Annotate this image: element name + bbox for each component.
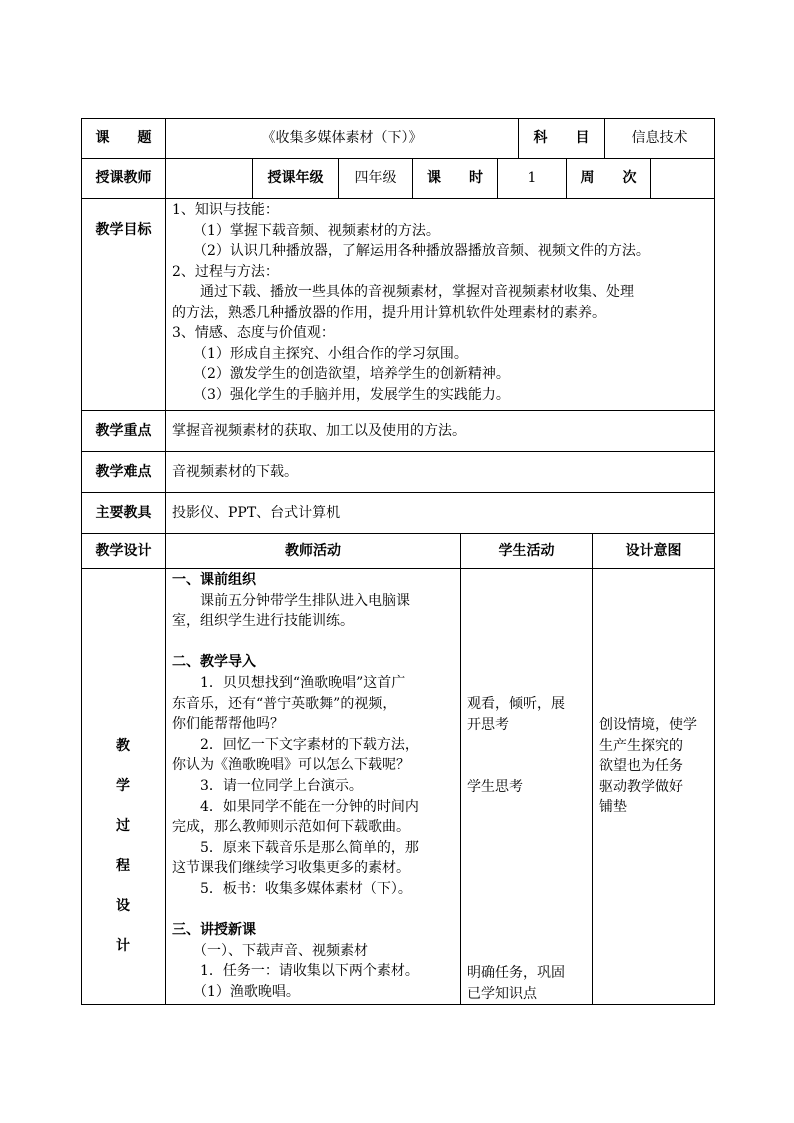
grade-value: 四年级 [354,170,397,186]
activity-line: 5．板书：收集多媒体素材（下）。 [172,880,412,897]
student-line: 学生思考 [467,779,523,795]
student-activity-block [467,694,589,735]
objective-line: （2）认识几种播放器，了解运用各种播放器播放音频、视频文件的方法。 [172,243,650,259]
key-point-text: 掌握音视频素材的获取、加工以及使用的方法。 [172,423,466,439]
student-activity-block [467,963,589,1004]
label-subject: 科 目 [533,130,590,146]
header-teacher-activity: 教师活动 [285,543,341,559]
grid-line [81,118,82,1005]
grid-line [81,410,715,411]
activity-line: 你认为《渔歌晚唱》可以怎么下载呢？ [172,757,410,774]
grid-line [592,533,593,1005]
section-heading: 三、讲授新课 [172,922,256,939]
intent-line: 欲望也为任务 [599,758,683,774]
grid-line [81,492,715,493]
label-objectives: 教学目标 [95,222,152,238]
intent-line: 生产生探究的 [599,737,683,754]
activity-line: 东音乐，还有“普宁英歌舞”的视频， [172,695,397,712]
activity-line: 室，组织学生进行技能训练。 [172,613,354,630]
activity-line: 课前五分钟带学生排队进入电脑课 [172,592,410,609]
vertical-char: 学 [116,778,130,794]
objective-line: 的方法，熟悉几种播放器的作用，提升用计算机软件处理素材的素养。 [172,304,606,321]
period-value: 1 [527,170,537,186]
tools-text: 投影仪、PPT、台式计算机 [172,505,341,521]
activity-line: 你们能帮帮他吗？ [172,716,284,733]
section-heading: 二、教学导入 [172,654,256,671]
student-line: 观看，倾听，展 [467,696,565,712]
intent-line: 铺垫 [599,799,627,815]
activity-line: 3．请一位同学上台演示。 [172,777,363,794]
label-topic: 课 题 [95,130,152,146]
student-activity-block [467,777,589,798]
label-design: 教学设计 [95,543,152,559]
student-line: 已学知识点 [467,985,537,1002]
blank-line [172,632,458,653]
objective-line: 1、知识与技能： [172,202,279,218]
objective-line: 2、过程与方法： [172,263,279,280]
objective-line: （1）形成自主探究、小组合作的学习氛围。 [172,345,468,362]
difficulty-text: 音视频素材的下载。 [172,464,298,480]
grid-line [460,533,461,1005]
label-key-point: 教学重点 [95,423,152,439]
label-week: 周 次 [580,170,637,186]
activity-line: （一）、下载声音、视频素材 [172,942,368,959]
objective-line: 通过下载、播放一些具体的音视频素材，掌握对音视频素材收集、处理 [172,284,634,300]
vertical-char: 教 [116,738,130,754]
grid-line [165,118,166,1005]
objective-line: （1）掌握下载音频、视频素材的方法。 [172,222,440,239]
objective-line: （2）激发学生的创造欲望，培养学生的创新精神。 [172,366,510,382]
header-student-activity: 学生活动 [498,543,555,559]
activity-line: （1）渔歌晚唱。 [172,983,300,1000]
intent-line: 驱动教学做好 [599,778,683,795]
design-intent-text [599,715,711,818]
student-line: 开思考 [467,716,509,733]
activity-line: 1．贝贝想找到“渔歌晚唱”这首广 [172,674,406,691]
label-grade: 授课年级 [267,170,324,186]
label-tools: 主要教具 [95,505,152,521]
objective-line: （3）强化学生的手脑并用，发展学生的实践能力。 [172,386,510,403]
label-difficulty: 教学难点 [95,464,152,480]
process-vertical-label [113,736,133,976]
label-teacher: 授课教师 [95,170,152,186]
grid-line [81,533,715,534]
vertical-char: 计 [116,938,130,954]
grid-line [81,568,715,569]
grid-line [81,118,715,119]
student-line: 明确任务，巩固 [467,965,565,981]
label-period: 课 时 [427,170,483,186]
teacher-activity-text [172,570,458,1002]
lesson-topic: 《收集多媒体素材（下）》 [261,130,423,146]
vertical-char: 过 [116,818,130,834]
grid-line [81,198,715,199]
section-heading: 一、课前组织 [172,572,256,588]
header-design-intent: 设计意图 [625,543,682,559]
objective-line: 3、情感、态度与价值观： [172,325,335,341]
activity-line: 4．如果同学不能在一分钟的时间内 [172,798,419,815]
subject-value: 信息技术 [631,130,688,146]
activity-line: 5．原来下载音乐是那么简单的，那 [172,839,419,856]
grid-line [81,158,715,159]
activity-line: 1．任务一：请收集以下两个素材。 [172,963,419,980]
vertical-char: 程 [116,858,130,874]
activity-line: 这节课我们继续学习收集更多的素材。 [172,860,410,877]
vertical-char: 设 [116,898,130,914]
grid-line [650,158,651,198]
activity-line: 完成，那么教师则示范如何下载歌曲。 [172,819,410,836]
intent-line: 创设情境，使学 [599,717,697,733]
grid-line [714,118,715,1005]
grid-line [81,1004,715,1005]
grid-line [81,451,715,452]
objectives-text [172,200,712,405]
blank-line [172,900,458,921]
activity-line: 2．回忆一下文字素材的下载方法， [172,736,419,753]
